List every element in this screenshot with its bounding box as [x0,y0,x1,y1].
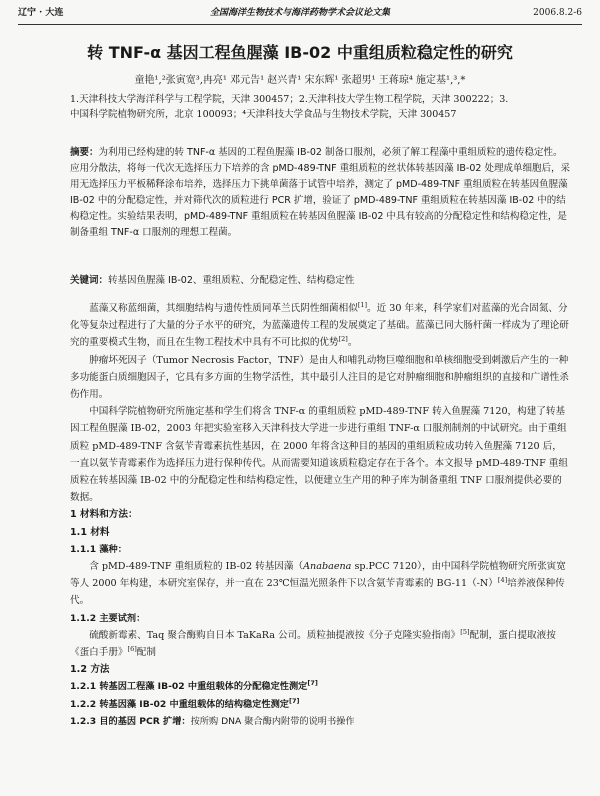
paragraph-text: sp.PCC 7120），由中国科学院植物研究所张寅宽等人 2000 年构建，本研究室保存，并一直在 23℃恒温光照条件下以含氨苄青霉素的 BG-11（-N） [70,561,566,590]
abstract [70,145,570,241]
header-location: 辽宁 · 大连 [18,8,64,18]
keywords-text: 转基因鱼腥藻 IB-02、重组质粒、分配稳定性、结构稳定性 [108,275,355,286]
paragraph-text: 培养液保种传代。 [70,578,565,607]
paragraph-text: 。近 30 年来，科学家们对蓝藻的光合固氮、分化等复杂过程进行了大量的分子水平的研究，为蓝藻遗传工程的发展奠定了基础。蓝藻已同大肠杆菌一样成为了理论研究的重要模式生物，而且在生物工程技术中具有不可比拟的优势 [70,303,569,349]
paper-title: 转 TNF-α 基因工程鱼腥藻 IB-02 中重组质粒稳定性的研究 [87,43,513,62]
paragraph-reagents [70,627,570,661]
subsection-heading: 1.1 材料 [70,526,110,538]
subsubsection-heading [70,713,570,730]
header-proceedings-title: 全国海洋生物技术与海洋药物学术会议论文集 [209,8,390,18]
affiliation-line: 中国科学院植物研究所，北京 100093；⁴天津科技大学食品与生物技术学院，天津 300457 [70,109,457,120]
citation: [7] [288,696,300,705]
author-list: 童艳¹,²张寅宽³,冉亮¹ 邓元告¹ 赵兴青¹ 宋东辉¹ 张超男¹ 王蒋琼⁴ 施定基¹,³,* [134,75,466,86]
species-name: Anabaena [303,561,352,573]
section-heading: 1 材料和方法： [70,509,138,521]
paragraph-intro [70,300,570,352]
header-date: 2006.8.2-6 [533,8,582,18]
paragraph-text: 蓝藻又称蓝细菌，其细胞结构与遗传性质同革兰氏阴性细菌相似 [89,303,358,314]
running-header [18,6,582,25]
citation: [1] [357,300,368,309]
citation: [7] [307,679,318,688]
keywords [70,274,570,288]
affiliations [70,92,570,122]
abstract-text: 为利用已经构建的转 TNF-α 基因的工程鱼腥藻 IB-02 制备口服剂，必须了解工程藻中重组质粒的遗传稳定性。应用分散法，将每一代次无选择压力下培养的含 pMD-489-TNF 重组质粒的丝状体转基因藻 IB-02 处理成单细胞后，采用无选择压力平板稀释涂布培养，选择压力下挑单菌落于试管中培养，测定了 pMD-489-TNF 重组质粒在转基因鱼腥藻 IB-02 中的分配稳定性，并对筛代次的质粒进行 PCR 扩增，验证了 pMD-489-TNF 重组质粒在转基因藻 IB-02 中的结构稳定性。实验结果表明，pMD-489-TNF 重组质粒在转基因鱼腥藻 IB-02 中具有较高的分配稳定性和结构稳定性，是制备重组 TNF-α 口服剂的理想工程菌。 [70,147,570,238]
subsubsection-heading: 1.1.1 藻种： [70,543,127,555]
subsection-heading: 1.2 方法 [70,664,110,676]
citation: [5] [460,627,470,636]
paragraph-text: 含 pMD-489-TNF 重组质粒的 IB-02 转基因藻（ [89,561,304,573]
heading-body-text: 按所购 DNA 聚合酶内附带的说明书操作 [190,715,355,727]
paragraph-text: 。 [347,337,358,349]
paragraph-tnf: 肿瘤坏死因子（Tumor Necrosis Factor，TNF）是由人和哺乳动物巨噬细胞和单核细胞受到刺激后产生的一种多功能蛋白质细胞因子，它具有多方面的生物学活性，其中最引人注目的是它对肿瘤细胞和肿瘤组织的直接和广谱性杀伤作用。 [70,354,569,401]
citation: [6] [127,644,137,653]
heading-text: 1.2.2 转基因藻 IB-02 中重组载体的结构稳定性测定 [70,698,289,710]
abstract-label: 摘要： [70,147,99,158]
main-body [70,300,570,730]
heading-text: 1.2.1 转基因工程藻 IB-02 中重组载体的分配稳定性测定 [70,681,308,693]
subsubsection-heading [70,678,570,695]
subsubsection-heading [70,696,570,713]
keywords-label: 关键词： [70,275,109,286]
heading-text: 1.2.3 目的基因 PCR 扩增： [70,715,191,727]
citation: [2] [338,335,348,344]
paragraph-strain [70,558,570,610]
affiliation-line: 1.天津科技大学海洋科学与工程学院，天津 300457；2.天津科技大学生物工程学院，天津 300222；3. [70,94,509,105]
subsubsection-heading: 1.1.2 主要试剂： [70,612,146,624]
paragraph-background: 中国科学院植物研究所施定基和学生们将含 TNF-α 的重组质粒 pMD-489-TNF 转入鱼腥藻 7120，构建了转基因工程鱼腥藻 IB-02，2003 年把实验室移入天津科技大学进一步进行重组 TNF-α 口服剂制剂的中试研究。由于重组质粒 pMD-489-TNF 含氨苄青霉素抗性基因，在 2000 年将含这种目的基因的重组质粒成功转入鱼腥藻 7120 后，一直以氨苄青霉素作为选择压力进行保种传代。从而需要知道该质粒稳定存在于各个。本文报导 pMD-489-TNF 重组质粒在转基因藻 IB-02 中的分配稳定性和结构稳定性，以便建立生产用的种子库为制备重组 TNF 口服剂提供必要的数据。 [70,406,568,504]
paragraph-text: 配制，蛋白提取液按《蛋白手册》 [70,629,556,659]
paragraph-text: 配制 [136,647,156,659]
paragraph-text: 硫酸新霉素、Taq 聚合酶购自日本 TaKaRa 公司。质粒抽提液按《分子克隆实验指南》 [89,629,461,641]
citation: [4] [497,576,508,585]
